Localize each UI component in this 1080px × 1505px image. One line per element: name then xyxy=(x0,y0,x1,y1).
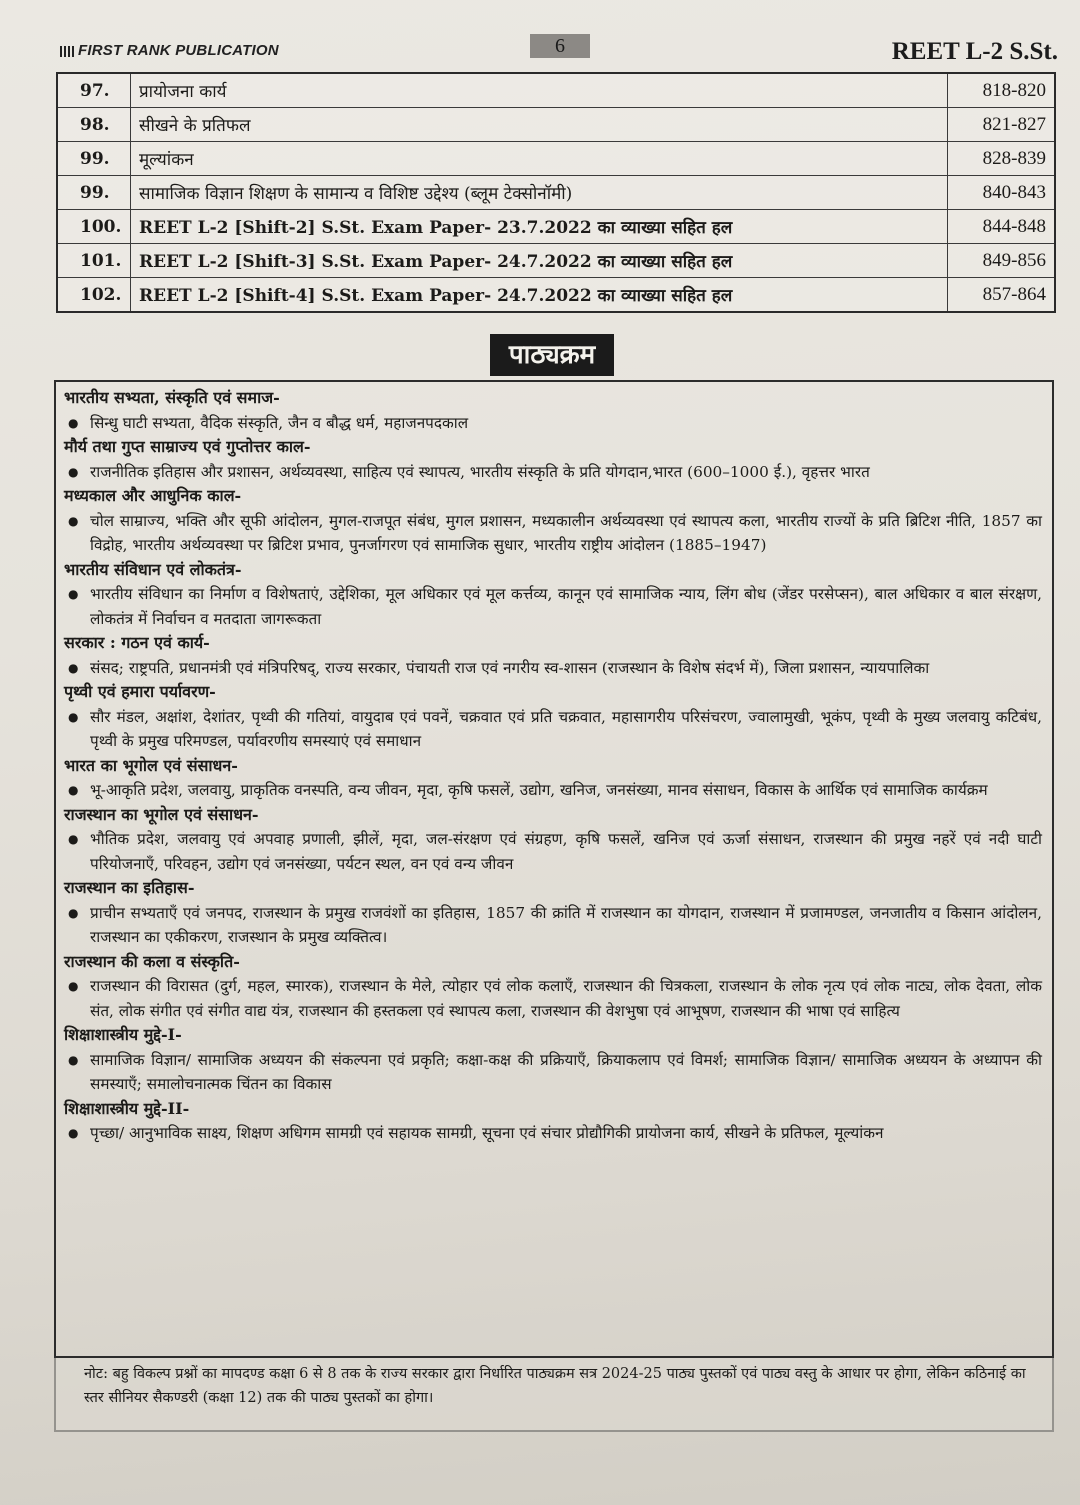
toc-pages: 840-843 xyxy=(948,176,1056,210)
bullet-icon: ● xyxy=(68,1126,79,1140)
section-title: भारत का भूगोल एवं संसाधन- xyxy=(64,755,238,775)
table-row xyxy=(57,142,1055,176)
table-row xyxy=(57,244,1055,278)
book-title: REET L-2 S.St. xyxy=(891,38,1058,65)
publisher-logo-icon xyxy=(60,46,74,57)
section-text: सिन्धु घाटी सभ्यता, वैदिक संस्कृति, जैन व बौद्ध धर्म, महाजनपदकाल xyxy=(90,413,469,432)
section-title: मौर्य तथा गुप्त साम्राज्य एवं गुप्तोत्तर काल- xyxy=(64,437,311,456)
toc-body xyxy=(57,73,1055,312)
toc-topic: सामाजिक विज्ञान शिक्षण के सामान्य व विशिष्ट उद्देश्य (ब्लूम टेक्सोनॉमी) xyxy=(131,176,948,210)
toc-number: 100. xyxy=(57,210,131,244)
section-text: पृच्छा/ आनुभाविक साक्ष्य, शिक्षण अधिगम सामग्री एवं सहायक सामग्री, सूचना एवं संचार प्रोद्यौगिकी प्रायोजना कार्य, सीखने के प्रतिफल, मूल्यांकन xyxy=(90,1124,884,1142)
syllabus-box xyxy=(54,380,1054,1432)
section-text: प्राचीन सभ्यताएँ एवं जनपद, राजस्थान के प्रमुख राजवंशों का इतिहास, 1857 की क्रांति में राजस्थान का योगदान, राजस्थान में प्रजामण्डल, जनजातीय व किसान आंदोलन, राजस्थान का एकीकरण, राजस्थान के प्रमुख व्यक्तित्व। xyxy=(90,903,1042,946)
section-content xyxy=(64,411,1042,436)
toc-topic: मूल्यांकन xyxy=(131,142,948,176)
section-title: राजस्थान का भूगोल एवं संसाधन- xyxy=(64,804,259,824)
toc-number: 99. xyxy=(57,176,131,210)
syllabus-section xyxy=(64,435,1042,484)
toc-pages: 844-848 xyxy=(948,210,1056,244)
section-text: भौतिक प्रदेश, जलवायु एवं अपवाह प्रणाली, झीलें, मृदा, जल-संरक्षण एवं संग्रहण, कृषि फसलें, खनिज एवं ऊर्जा संसाधन, राजस्थान की प्रमुख नहरें एवं नदी घाटी परियोजनाएँ, परिवहन, उद्योग एवं जनसंख्या, पर्यटन स्थल, वन एवं वन्य जीवन xyxy=(90,830,1042,873)
toc-topic: REET L-2 [Shift-4] S.St. Exam Paper- 24.7.2022 का व्याख्या सहित हल xyxy=(131,278,948,313)
page-number: 6 xyxy=(530,34,590,58)
bullet-icon: ● xyxy=(68,513,79,528)
toc-pages: 818-820 xyxy=(948,73,1056,108)
section-title: शिक्षाशास्त्रीय मुद्दे-II- xyxy=(64,1098,190,1118)
section-content xyxy=(64,656,1042,681)
section-content xyxy=(64,509,1042,558)
section-text: राजस्थान की विरासत (दुर्ग, महल, स्मारक), राजस्थान के मेले, त्योहार एवं लोक कलाएँ, राजस्थान की चित्रकला, राजस्थान के लोक नृत्य एवं लोक नाट्य, लोक देवता, लोक संत, लोक संगीत एवं संगीत वाद्य यंत्र, राजस्थान की हस्तकला एवं स्थापत्य कला, राजस्थान की वेशभुषा एवं आभूषण, राजस्थान की भाषा एवं साहित्य xyxy=(90,977,1042,1020)
section-text: सामाजिक विज्ञान/ सामाजिक अध्ययन की संकल्पना एवं प्रकृति; कक्षा-कक्ष की प्रक्रियाएँ, क्रियाकलाप एवं विमर्श; सामाजिक विज्ञान/ सामाजिक अध्ययन के अध्यापन की समस्याएँ; समालोचनात्मक चिंतन का विकास xyxy=(90,1050,1042,1093)
toc-pages: 857-864 xyxy=(948,278,1056,313)
section-text: भू-आकृति प्रदेश, जलवायु, प्राकृतिक वनस्पति, वन्य जीवन, मृदा, कृषि फसलें, उद्योग, खनिज, जनसंख्या, मानव संसाधन, विकास के आर्थिक एवं सामाजिक कार्यक्रम xyxy=(90,781,988,799)
section-content xyxy=(64,827,1042,876)
toc-number: 97. xyxy=(57,73,131,108)
toc-topic: प्रायोजना कार्य xyxy=(131,73,948,108)
toc-topic: सीखने के प्रतिफल xyxy=(131,108,948,142)
section-content xyxy=(64,582,1042,631)
toc-number: 102. xyxy=(57,278,131,313)
bullet-icon: ● xyxy=(68,709,79,724)
bullet-icon: ● xyxy=(68,979,79,993)
table-row xyxy=(57,73,1055,108)
section-text: राजनीतिक इतिहास और प्रशासन, अर्थव्यवस्था, साहित्य एवं स्थापत्य, भारतीय संस्कृति के प्रति योगदान,भारत (600–1000 ई.), वृहत्तर भारत xyxy=(90,462,870,481)
syllabus-section xyxy=(64,754,1042,803)
section-text: सौर मंडल, अक्षांश, देशांतर, पृथ्वी की गतियां, वायुदाब एवं पवनें, चक्रवात एवं प्रति चक्रवात, महासागरीय परिसंचरण, ज्वालामुखी, भूकंप, पृथ्वी के मुख्य जलवायु कटिबंध, पृथ्वी के प्रमुख परिमण्डल, पर्यावरणीय समस्याएं एवं समाधान xyxy=(90,707,1042,750)
syllabus-section xyxy=(64,558,1042,632)
syllabus-section xyxy=(64,950,1042,1024)
section-content xyxy=(64,974,1042,1023)
syllabus-section xyxy=(64,876,1042,950)
section-content xyxy=(64,1048,1042,1097)
toc-number: 101. xyxy=(57,244,131,278)
syllabus-section xyxy=(64,386,1042,435)
section-title: शिक्षाशास्त्रीय मुद्दे-I- xyxy=(64,1025,182,1044)
section-title: भारतीय संविधान एवं लोकतंत्र- xyxy=(64,559,242,579)
section-text: चोल साम्राज्य, भक्ति और सूफी आंदोलन, मुगल-राजपूत संबंध, मुगल प्रशासन, मध्यकालीन अर्थव्यवस्था एवं स्थापत्य कला, भारतीय राज्यों के प्रति ब्रिटिश नीति, 1857 का विद्रोह, भारतीय अर्थव्यवस्था पर ब्रिटिश प्रभाव, पुनर्जागरण एवं सामाजिक सुधार, भारतीय राष्ट्रीय आंदोलन (1885–1947) xyxy=(90,511,1042,554)
section-content xyxy=(64,778,1042,803)
toc-number: 99. xyxy=(57,142,131,176)
section-content xyxy=(64,705,1042,754)
section-title: पृथ्वी एवं हमारा पर्यावरण- xyxy=(64,682,216,701)
syllabus-section xyxy=(64,631,1042,680)
bullet-icon: ● xyxy=(68,464,79,479)
bullet-icon: ● xyxy=(68,783,79,797)
section-content xyxy=(64,460,1042,485)
table-row xyxy=(57,176,1055,210)
publisher-label: FIRST RANK PUBLICATION xyxy=(78,42,279,59)
toc-number: 98. xyxy=(57,108,131,142)
page-header xyxy=(0,30,1080,70)
syllabus-section xyxy=(64,1023,1042,1097)
section-title: भारतीय सभ्यता, संस्कृति एवं समाज- xyxy=(64,388,280,407)
section-content xyxy=(64,901,1042,950)
section-text: संसद; राष्ट्रपति, प्रधानमंत्री एवं मंत्रिपरिषद्, राज्य सरकार, पंचायती राज एवं नगरीय स्व-शासन (राजस्थान के विशेष संदर्भ में), जिला प्रशासन, न्यायपालिका xyxy=(90,658,930,677)
table-row xyxy=(57,278,1055,313)
syllabus-section xyxy=(64,484,1042,558)
bullet-icon: ● xyxy=(68,415,79,430)
syllabus-section xyxy=(64,1097,1042,1146)
section-title: राजस्थान की कला व संस्कृति- xyxy=(64,951,240,971)
syllabus-heading: पाठ्यक्रम xyxy=(490,334,614,376)
section-text: भारतीय संविधान का निर्माण व विशेषताएं, उद्देशिका, मूल अधिकार एवं मूल कर्त्तव्य, कानून एवं सामाजिक न्याय, लिंग बोध (जेंडर परसेप्सन), बाल अधिकार व बाल संरक्षण, लोकतंत्र में निर्वाचन व मतदाता जागरूकता xyxy=(90,585,1042,628)
syllabus-section xyxy=(64,803,1042,877)
section-title: सरकार : गठन एवं कार्य- xyxy=(64,633,210,652)
publisher-name xyxy=(60,42,279,59)
bullet-icon: ● xyxy=(68,587,79,601)
bullet-icon: ● xyxy=(68,1052,79,1067)
toc-pages: 828-839 xyxy=(948,142,1056,176)
toc-pages: 849-856 xyxy=(948,244,1056,278)
toc-pages: 821-827 xyxy=(948,108,1056,142)
table-row xyxy=(57,210,1055,244)
section-title: राजस्थान का इतिहास- xyxy=(64,878,195,897)
table-of-contents xyxy=(56,72,1056,313)
section-title: मध्यकाल और आधुनिक काल- xyxy=(64,486,242,505)
syllabus-section xyxy=(64,680,1042,754)
bullet-icon: ● xyxy=(68,905,79,920)
table-row xyxy=(57,108,1055,142)
toc-topic: REET L-2 [Shift-3] S.St. Exam Paper- 24.7.2022 का व्याख्या सहित हल xyxy=(131,244,948,278)
syllabus-note: नोट: बहु विकल्प प्रश्नों का मापदण्ड कक्षा 6 से 8 तक के राज्य सरकार द्वारा निर्धारित पाठ्यक्रम सत्र 2024-25 पाठ्य पुस्तकों एवं पाठ्य वस्तु के आधार पर होगा, लेकिन कठिनाई का स्तर सीनियर सैकण्डरी (कक्षा 12) तक की पाठ्य पुस्तकों का होगा। xyxy=(54,1356,1054,1432)
toc-topic: REET L-2 [Shift-2] S.St. Exam Paper- 23.7.2022 का व्याख्या सहित हल xyxy=(131,210,948,244)
bullet-icon: ● xyxy=(68,660,79,675)
section-content xyxy=(64,1121,1042,1146)
bullet-icon: ● xyxy=(68,832,79,846)
